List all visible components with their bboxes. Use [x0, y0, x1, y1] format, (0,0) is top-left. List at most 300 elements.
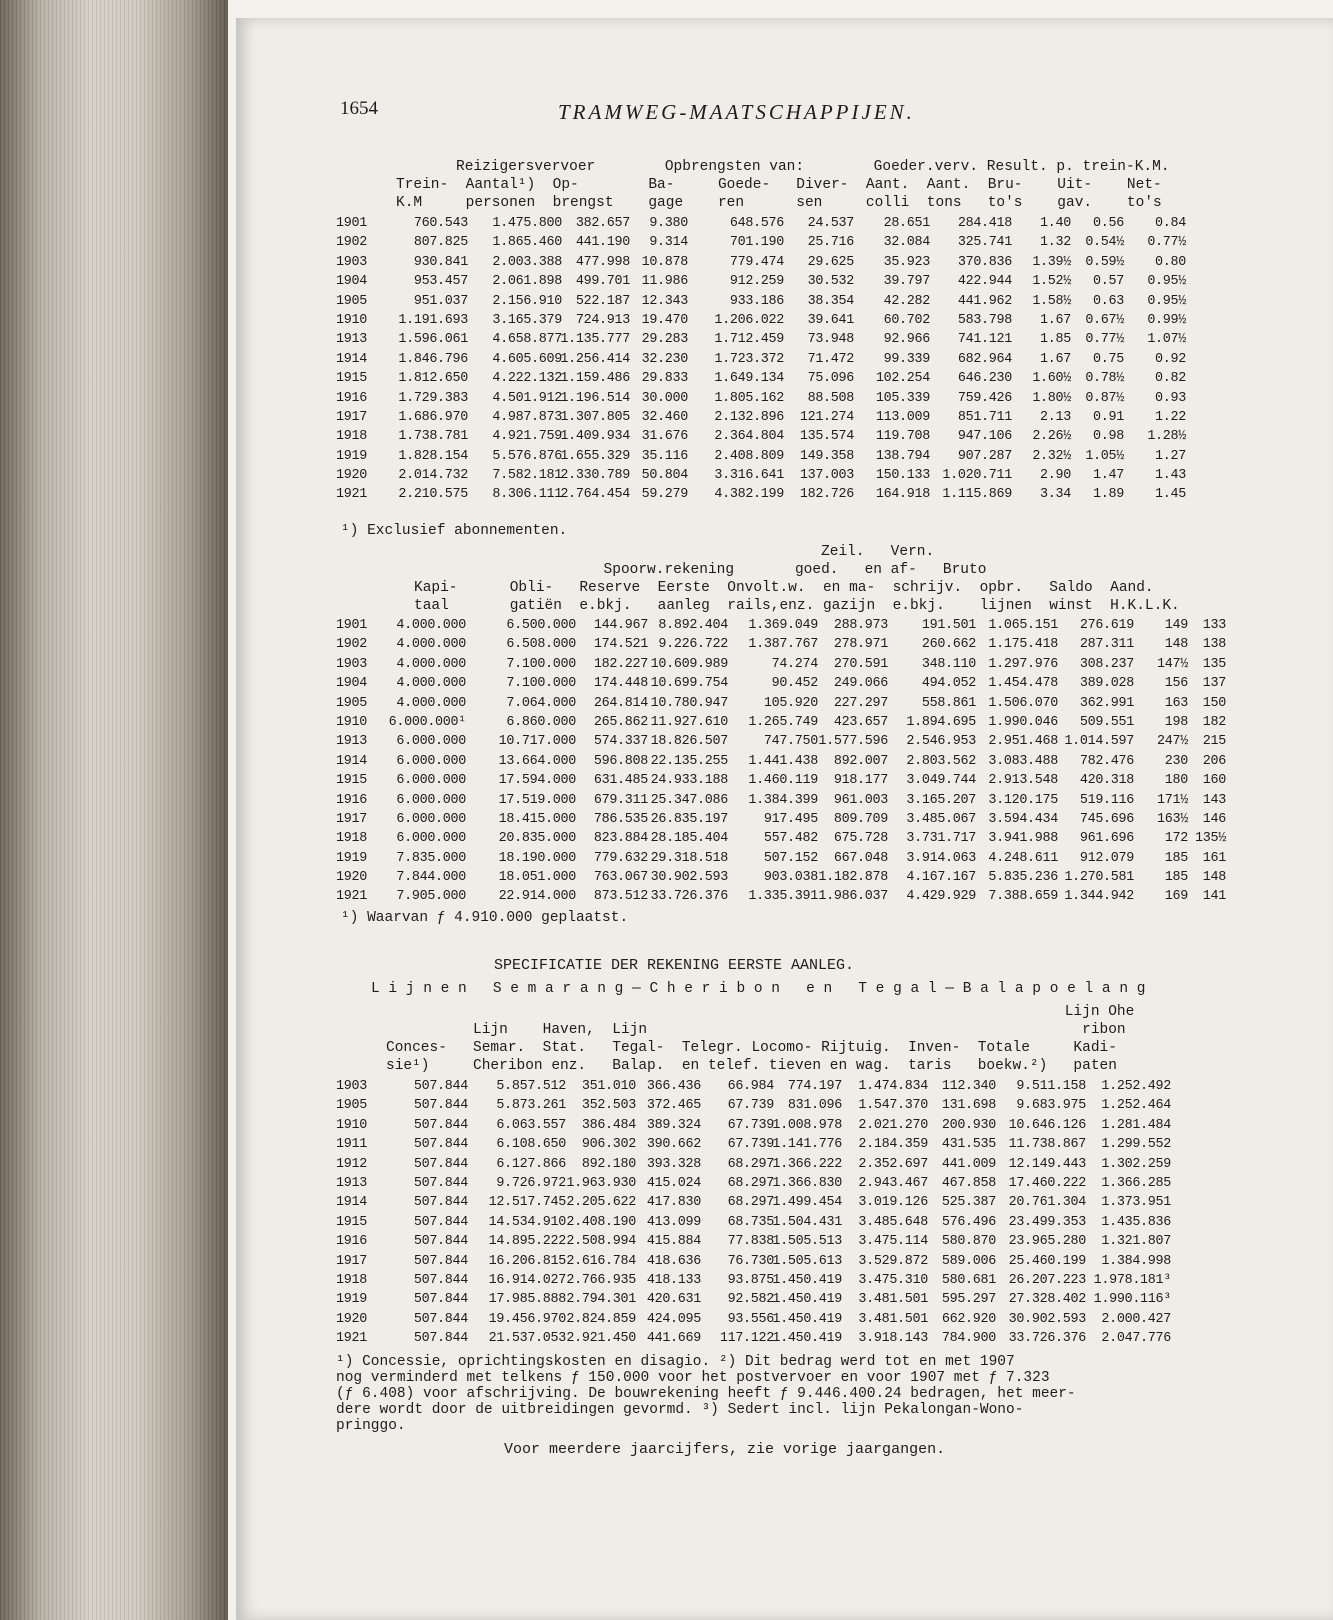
table-3-cell: 441.009 [941, 1156, 996, 1172]
table-3-cell: 507.844 [413, 1214, 468, 1230]
table-2-cell: 249.066 [833, 676, 888, 692]
table-1-cell: 5.576.876 [492, 448, 562, 464]
table-2-cell: 172 [1164, 831, 1188, 847]
table-2-cell: 29.318.518 [650, 850, 728, 866]
table-3-cell: 5.873.261 [496, 1098, 566, 1114]
table-3-cell: 507.844 [413, 1137, 468, 1153]
table-1-cell: 382.657 [575, 216, 630, 231]
table-3-cell: 131.698 [941, 1098, 996, 1114]
table-2-cell: 519.116 [1079, 792, 1134, 808]
table-1-header-line-2: Trein- Aantal¹) Op- Ba- Goede- Diver- Aant. Aant. Bru- Uit- Net- [396, 177, 1162, 193]
table-2-cell: 10.780.947 [650, 695, 728, 711]
table-1-cell: 3.34 [1040, 487, 1071, 503]
table-2-cell: 362.991 [1079, 695, 1134, 711]
table-3-cell: 831.096 [787, 1098, 842, 1114]
table-3-cell: 68.297 [727, 1175, 774, 1191]
table-3-cell: 389.324 [646, 1117, 701, 1133]
table-1-cell: 1.45 [1155, 487, 1186, 503]
table-2-cell: 1.344.942 [1064, 889, 1134, 905]
table-1-cell: 759.426 [957, 390, 1012, 406]
table-3-cell: 3.019.126 [858, 1195, 928, 1211]
table-3-cell: 507.844 [413, 1098, 468, 1114]
table-3-cell: 507.844 [413, 1272, 468, 1288]
table-1-cell: 1.409.934 [560, 429, 630, 445]
table-2-cell: 3.485.067 [906, 811, 976, 827]
table-3-cell: 386.484 [581, 1117, 636, 1133]
table-3-cell: 1.504.431 [772, 1214, 842, 1230]
table-1-cell: 1905 [336, 293, 367, 309]
table-2-cell: 147½ [1157, 656, 1188, 672]
table-3-cell: 1.450.419 [772, 1331, 842, 1347]
table-1-cell: 1.135.777 [560, 332, 630, 348]
table-1-cell: 50.804 [641, 468, 688, 484]
table-1-cell: 2.13 [1040, 409, 1071, 425]
table-3-cell: 20.761.304 [1008, 1195, 1086, 1211]
table-1-cell: 1918 [336, 429, 367, 445]
table-3-cell: 441.669 [646, 1331, 701, 1347]
table-3-cell: 2.616.784 [566, 1253, 636, 1269]
table-1-cell: 88.508 [807, 390, 854, 406]
table-1-cell: 29.833 [641, 371, 688, 387]
table-3-cell: 76.730 [727, 1253, 774, 1269]
table-3-cell: 2.794.301 [566, 1292, 636, 1308]
table-2-cell: 1.265.749 [748, 714, 818, 730]
table-3-cell: 525.387 [941, 1195, 996, 1211]
table-3-cell: 507.844 [413, 1234, 468, 1250]
table-1-row [336, 408, 1296, 427]
table-3-row [336, 1077, 1296, 1096]
table-3-cell: 507.844 [413, 1292, 468, 1308]
table-1-cell: 522.187 [575, 293, 630, 309]
table-2-row [336, 849, 1296, 868]
table-1-cell: 135.574 [799, 429, 854, 445]
table-1-cell: 32.460 [641, 409, 688, 425]
table-1-cell: 32.230 [641, 351, 688, 367]
table-2-cell: 135 [1202, 656, 1226, 672]
table-2-cell: 215 [1202, 734, 1226, 750]
table-3-cell: 1.963.930 [566, 1175, 636, 1191]
table-2-cell: 6.000.000 [396, 792, 466, 808]
table-3-cell: 30.902.593 [1008, 1311, 1086, 1327]
table-2-cell: 1916 [336, 792, 367, 808]
table-2-cell: 1.335.391 [748, 889, 818, 905]
table-1-cell: 10.878 [641, 254, 688, 270]
table-1-cell: 0.99½ [1147, 312, 1186, 328]
table-1-cell: 1.020.711 [942, 468, 1012, 484]
table-2-cell: 3.165.207 [906, 792, 976, 808]
table-3-row [336, 1174, 1296, 1193]
table-1-cell: 39.797 [883, 274, 930, 290]
table-1-cell: 35.116 [641, 448, 688, 464]
table-1-cell: 9.380 [649, 216, 688, 231]
table-2-cell: 1902 [336, 637, 367, 653]
table-3-row [336, 1193, 1296, 1212]
table-3-cell: 1.474.834 [858, 1079, 928, 1094]
table-2-cell: 1901 [336, 618, 367, 633]
table-1-cell: 741.121 [957, 332, 1012, 348]
table-2-header-line-3: Kapi- Obli- Reserve Eerste Onvolt.w. en ma- schrijv. opbr. Saldo Aand. [414, 580, 1154, 596]
table-3-cell: 16.206.815 [488, 1253, 566, 1269]
table-3-cell: 6.127.866 [496, 1156, 566, 1172]
table-2-cell: 494.052 [921, 676, 976, 692]
table-3-cell: 68.735 [727, 1214, 774, 1230]
table-1-cell: 1915 [336, 371, 367, 387]
table-2-cell: 270.591 [833, 656, 888, 672]
table-1-cell: 2.061.898 [492, 274, 562, 290]
table-1-cell: 1.05½ [1085, 448, 1124, 464]
table-2-cell: 4.000.000 [396, 637, 466, 653]
table-3-cell: 390.662 [646, 1137, 701, 1153]
table-2-cell: 7.100.000 [506, 656, 576, 672]
table-1-cell: 138.794 [875, 448, 930, 464]
table-1-cell: 1.115.869 [942, 487, 1012, 503]
table-3-cell: 1.505.513 [772, 1234, 842, 1250]
table-1-cell: 583.798 [957, 312, 1012, 328]
table-2-cell: 26.835.197 [650, 811, 728, 827]
table-2-cell: 7.100.000 [506, 676, 576, 692]
table-3-cell: 12.517.745 [488, 1195, 566, 1211]
table-3-cell: 23.965.280 [1008, 1234, 1086, 1250]
table-1-cell: 1.686.970 [398, 409, 468, 425]
table-2-cell: 278.971 [833, 637, 888, 653]
table-2-cell: 11.927.610 [650, 714, 728, 730]
table-2-cell: 163½ [1157, 811, 1188, 827]
table-1-cell: 119.708 [875, 429, 930, 445]
table-2-cell: 1.384.399 [748, 792, 818, 808]
table-2-cell: 156 [1164, 676, 1188, 692]
table-1-cell: 1.865.460 [492, 235, 562, 251]
table-3-cell: 418.133 [646, 1272, 701, 1288]
table-3-cell: 413.099 [646, 1214, 701, 1230]
table-3-cell: 11.738.867 [1008, 1137, 1086, 1153]
table-1-cell: 933.186 [729, 293, 784, 309]
table-3-cell: 3.485.648 [858, 1214, 928, 1230]
table-3-cell: 1917 [336, 1253, 367, 1269]
table-1-cell: 0.78½ [1085, 371, 1124, 387]
table-2-row [336, 674, 1296, 693]
table-1-cell: 0.57 [1093, 274, 1124, 290]
table-2-cell: 6.500.000 [506, 618, 576, 633]
table-2-cell: 143 [1202, 792, 1226, 808]
table-2-cell: 903.038 [763, 870, 818, 886]
table-3-cell: 2.352.697 [858, 1156, 928, 1172]
table-3-cell: 3.475.114 [858, 1234, 928, 1250]
table-3-cell: 351.010 [581, 1079, 636, 1094]
table-1-cell: 1901 [336, 216, 367, 231]
table-2-cell: 1.182.878 [818, 870, 888, 886]
table-3-row [336, 1290, 1296, 1309]
table-3-body [336, 1077, 1296, 1348]
table-2-cell: 6.000.000¹ [388, 714, 466, 730]
table-2-cell: 18.051.000 [498, 870, 576, 886]
table-1-cell: 2.014.732 [398, 468, 468, 484]
table-3-cell: 507.844 [413, 1253, 468, 1269]
table-2-cell: 6.000.000 [396, 831, 466, 847]
table-3-cell: 372.465 [646, 1098, 701, 1114]
table-1-cell: 1.22 [1155, 409, 1186, 425]
table-3-cell: 1.281.484 [1101, 1117, 1171, 1133]
table-3-cell: 1.547.370 [858, 1098, 928, 1114]
table-1-cell: 7.582.181 [492, 468, 562, 484]
table-3-cell: 1.384.998 [1101, 1253, 1171, 1269]
table-1-cell: 1920 [336, 468, 367, 484]
table-1-cell: 2.364.804 [714, 429, 784, 445]
table-3-cell: 1.499.454 [772, 1195, 842, 1211]
table-2-cell: 389.028 [1079, 676, 1134, 692]
table-1-cell: 422.944 [957, 274, 1012, 290]
table-2-row [336, 791, 1296, 810]
table-3-cell: 2.766.935 [566, 1272, 636, 1288]
table-1-cell: 648.576 [729, 216, 784, 231]
table-3-cell: 200.930 [941, 1117, 996, 1133]
table-3-cell: 117.122 [719, 1331, 774, 1347]
table-1-cell: 477.998 [575, 254, 630, 270]
table-1-cell: 0.63 [1093, 293, 1124, 309]
table-2-cell: 18.190.000 [498, 850, 576, 866]
table-3-cell: 3.529.872 [858, 1253, 928, 1269]
table-3-row [336, 1155, 1296, 1174]
table-3-cell: 77.838 [727, 1234, 774, 1250]
table-2-cell: 558.861 [921, 695, 976, 711]
table-3-cell: 418.636 [646, 1253, 701, 1269]
table-2-cell: 4.429.929 [906, 889, 976, 905]
table-2-cell: 873.512 [593, 889, 648, 905]
table-1-cell: 779.474 [729, 254, 784, 270]
table-3-cell: 507.844 [413, 1117, 468, 1133]
table-3-cell: 17.460.222 [1008, 1175, 1086, 1191]
table-2-cell: 161 [1202, 850, 1226, 866]
table-2-cell: 133 [1202, 618, 1226, 633]
table-3-footnote-line-1: ¹) Concessie, oprichtingskosten en disagio. ²) Dit bedrag werd tot en met 1907 [336, 1354, 1015, 1370]
table-2-cell: 7.064.000 [506, 695, 576, 711]
table-2-cell: 4.000.000 [396, 676, 466, 692]
table-2-header-line-4: taal gatiën e.bkj. aanleg rails,enz. gazijn e.bkj. lijnen winst H.K.L.K. [414, 598, 1180, 614]
table-1-cell: 1914 [336, 351, 367, 367]
table-2-cell: 675.728 [833, 831, 888, 847]
table-3-cell: 2.921.450 [566, 1331, 636, 1347]
table-1-cell: 807.825 [413, 235, 468, 251]
book-page-edges [0, 0, 228, 1620]
table-2-cell: 191.501 [921, 618, 976, 633]
table-2-cell: 148 [1164, 637, 1188, 653]
table-1-cell: 19.470 [641, 312, 688, 328]
table-1-cell: 0.75 [1093, 351, 1124, 367]
table-1-cell: 29.283 [641, 332, 688, 348]
table-1-cell: 2.330.789 [560, 468, 630, 484]
table-1-cell: 2.210.575 [398, 487, 468, 503]
table-2-cell: 1918 [336, 831, 367, 847]
table-2-cell: 160 [1202, 773, 1226, 789]
table-1-row [336, 466, 1296, 485]
table-2-cell: 174.448 [593, 676, 648, 692]
table-1-row [336, 214, 1296, 233]
table-1-cell: 1921 [336, 487, 367, 503]
table-1-cell: 1917 [336, 409, 367, 425]
table-1-cell: 25.716 [807, 235, 854, 251]
table-1-cell: 4.605.609 [492, 351, 562, 367]
table-1-cell: 1.307.805 [560, 409, 630, 425]
table-2-cell: 1917 [336, 811, 367, 827]
table-2-row [336, 732, 1296, 751]
table-3-cell: 2.508.994 [566, 1234, 636, 1250]
table-2-cell: 8.892.404 [658, 618, 728, 633]
table-3-row [336, 1271, 1296, 1290]
table-2-cell: 3.914.063 [906, 850, 976, 866]
table-1-cell: 29.625 [807, 254, 854, 270]
table-3-cell: 417.830 [646, 1195, 701, 1211]
table-1-cell: 1.846.796 [398, 351, 468, 367]
table-2-cell: 2.546.953 [906, 734, 976, 750]
table-1-cell: 325.741 [957, 235, 1012, 251]
table-3-cell: 1.321.807 [1101, 1234, 1171, 1250]
table-3-cell: 93.875 [727, 1272, 774, 1288]
table-2-cell: 763.067 [593, 870, 648, 886]
table-1-row [336, 427, 1296, 446]
table-1-cell: 0.92 [1155, 351, 1186, 367]
table-2-cell: 247½ [1157, 734, 1188, 750]
table-2-cell: 3.941.988 [988, 831, 1058, 847]
table-2-cell: 786.535 [593, 811, 648, 827]
table-2-cell: 917.495 [763, 811, 818, 827]
table-2-cell: 3.049.744 [906, 773, 976, 789]
table-3-cell: 1905 [336, 1098, 367, 1114]
table-1-cell: 1.596.061 [398, 332, 468, 348]
table-3-cell: 67.739 [727, 1117, 774, 1133]
table-1-cell: 441.962 [957, 293, 1012, 309]
table-3-cell: 26.207.223 [1008, 1272, 1086, 1288]
table-1-cell: 1.649.134 [714, 371, 784, 387]
page-number: 1654 [340, 98, 378, 119]
table-1-body [336, 214, 1296, 505]
table-3-cell: 2.205.622 [566, 1195, 636, 1211]
table-1-cell: 1.475.800 [492, 216, 562, 231]
table-2-row [336, 771, 1296, 790]
table-2-cell: 74.274 [771, 656, 818, 672]
table-1-cell: 4.382.199 [714, 487, 784, 503]
table-2-cell: 423.657 [833, 714, 888, 730]
table-1-cell: 0.91 [1093, 409, 1124, 425]
table-3-cell: 580.870 [941, 1234, 996, 1250]
table-1-cell: 35.923 [883, 254, 930, 270]
table-1-cell: 30.532 [807, 274, 854, 290]
table-3-cell: 589.006 [941, 1253, 996, 1269]
table-1-cell: 31.676 [641, 429, 688, 445]
table-3-cell: 1915 [336, 1214, 367, 1230]
table-2-cell: 509.551 [1079, 714, 1134, 730]
table-3-cell: 1.366.830 [772, 1175, 842, 1191]
table-1-cell: 0.98 [1093, 429, 1124, 445]
table-2-cell: 30.902.593 [650, 870, 728, 886]
table-2-cell: 169 [1164, 889, 1188, 905]
table-3-cell: 507.844 [413, 1311, 468, 1327]
table-2-cell: 1910 [336, 714, 367, 730]
table-1-cell: 0.95½ [1147, 293, 1186, 309]
table-3-cell: 12.149.443 [1008, 1156, 1086, 1172]
closing-note: Voor meerdere jaarcijfers, zie vorige jaargangen. [504, 1441, 946, 1458]
table-1-cell: 12.343 [641, 293, 688, 309]
table-1-cell: 953.457 [413, 274, 468, 290]
table-3-cell: 1918 [336, 1272, 367, 1288]
table-1-cell: 0.56 [1093, 216, 1124, 231]
table-3-cell: 595.297 [941, 1292, 996, 1308]
table-3-cell: 10.646.126 [1008, 1117, 1086, 1133]
table-1-cell: 1.196.514 [560, 390, 630, 406]
table-1-cell: 701.190 [729, 235, 784, 251]
table-1-cell: 0.80 [1155, 254, 1186, 270]
table-1-cell: 42.282 [883, 293, 930, 309]
table-3-cell: 14.534.910 [488, 1214, 566, 1230]
table-1-header-line-1: Reizigersvervoer Opbrengsten van: Goeder.verv. Result. p. trein-K.M. [456, 159, 1170, 175]
table-2-cell: 144.967 [593, 618, 648, 633]
table-3-cell: 21.537.053 [488, 1331, 566, 1347]
table-2-cell: 185 [1164, 850, 1188, 866]
table-3-row [336, 1116, 1296, 1135]
table-3-cell: 1.373.951 [1101, 1195, 1171, 1211]
table-3-row [336, 1310, 1296, 1329]
table-1-row [336, 253, 1296, 272]
table-1-cell: 0.87½ [1085, 390, 1124, 406]
table-3-subtitle: L i j n e n S e m a r a n g — C h e r i b o n e n T e g a l — B a l a p o e l a n g [371, 981, 1146, 997]
table-1-cell: 1.80½ [1032, 390, 1071, 406]
table-1-row [336, 447, 1296, 466]
table-3-cell: 1919 [336, 1292, 367, 1308]
table-3-cell: 415.024 [646, 1175, 701, 1191]
table-1-cell: 1.206.022 [714, 312, 784, 328]
table-1-cell: 75.096 [807, 371, 854, 387]
table-1-cell: 1.828.154 [398, 448, 468, 464]
table-1-cell: 1.655.329 [560, 448, 630, 464]
table-2-cell: 961.696 [1079, 831, 1134, 847]
table-3-cell: 1.366.285 [1101, 1175, 1171, 1191]
table-1-cell: 32.084 [883, 235, 930, 251]
table-2-row [336, 810, 1296, 829]
table-2-cell: 6.508.000 [506, 637, 576, 653]
table-3-cell: 92.582 [727, 1292, 774, 1308]
table-2-cell: 667.048 [833, 850, 888, 866]
table-3-cell: 1.299.552 [1101, 1137, 1171, 1153]
table-2-cell: 1920 [336, 870, 367, 886]
table-2-cell: 596.808 [593, 753, 648, 769]
table-1-cell: 0.84 [1155, 216, 1186, 231]
table-3-cell: 467.858 [941, 1175, 996, 1191]
table-2-cell: 7.905.000 [396, 889, 466, 905]
table-3-cell: 9.511.158 [1016, 1079, 1086, 1094]
table-2-cell: 1.986.037 [818, 889, 888, 905]
table-1-cell: 1.60½ [1032, 371, 1071, 387]
table-2-cell: 2.803.562 [906, 753, 976, 769]
table-3-title: SPECIFICATIE DER REKENING EERSTE AANLEG. [494, 957, 855, 974]
table-3-cell: 580.681 [941, 1272, 996, 1288]
table-3-cell: 66.984 [727, 1079, 774, 1094]
table-1-cell: 2.90 [1040, 468, 1071, 484]
table-1-cell: 1.40 [1040, 216, 1071, 231]
table-2-cell: 264.814 [593, 695, 648, 711]
table-2-cell: 4.000.000 [396, 656, 466, 672]
table-1-cell: 0.67½ [1085, 312, 1124, 328]
table-3-cell: 1.978.181³ [1093, 1272, 1171, 1288]
table-2-cell: 174.521 [593, 637, 648, 653]
table-1-cell: 105.339 [875, 390, 930, 406]
table-3-cell: 420.631 [646, 1292, 701, 1308]
table-1-cell: 121.274 [799, 409, 854, 425]
table-1-row [336, 233, 1296, 252]
table-1-cell: 1.159.486 [560, 371, 630, 387]
table-1-cell: 907.287 [957, 448, 1012, 464]
table-2-cell: 288.973 [833, 618, 888, 633]
table-2-cell: 13.664.000 [498, 753, 576, 769]
table-3-row [336, 1329, 1296, 1348]
table-3-cell: 14.895.222 [488, 1234, 566, 1250]
